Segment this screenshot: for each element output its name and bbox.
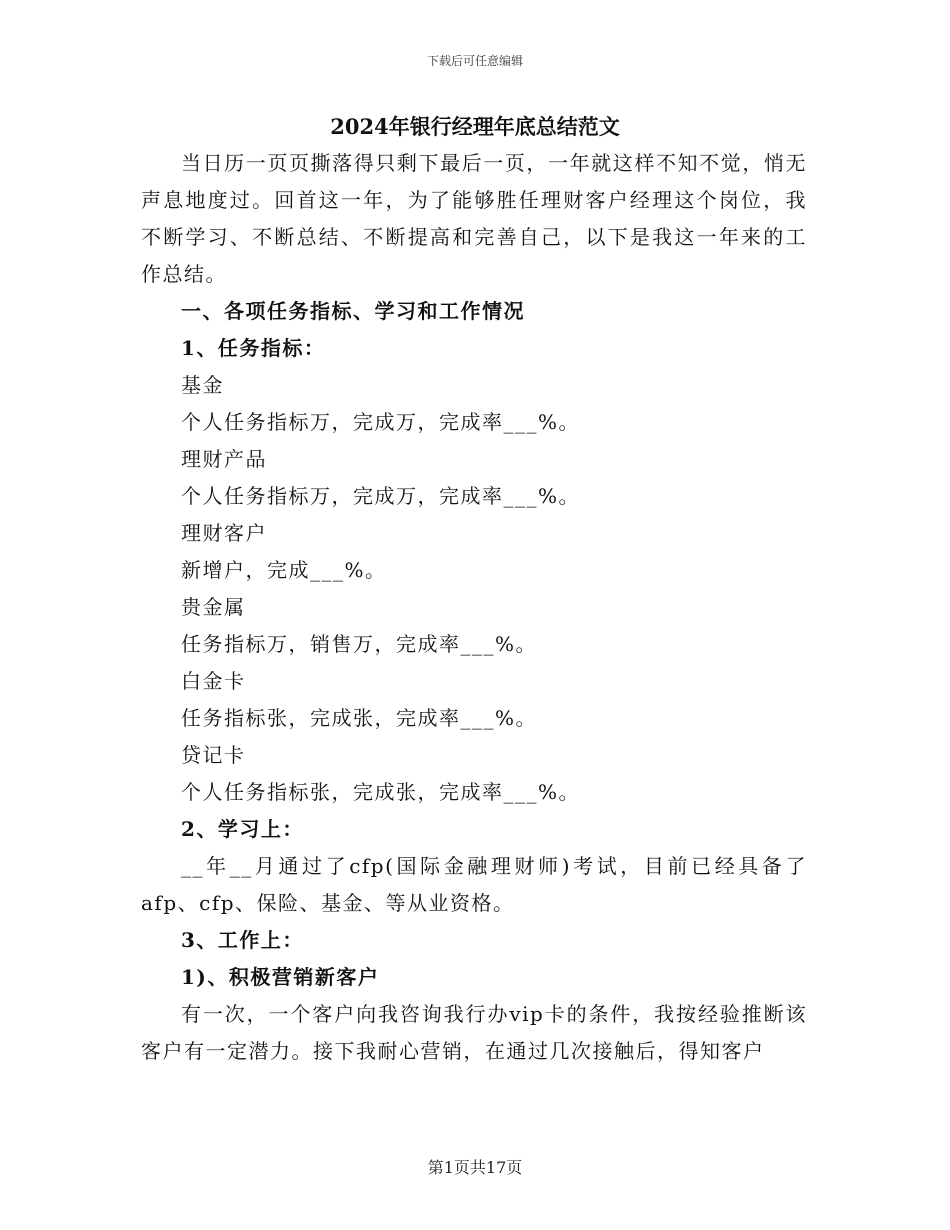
task-line-fund: 个人任务指标万，完成万，完成率___%。 bbox=[181, 410, 581, 434]
task-line-precious-metal: 任务指标万，销售万，完成率___%。 bbox=[181, 632, 538, 656]
document-title: 2024年银行经理年底总结范文 bbox=[330, 114, 620, 139]
page-header-note: 下载后可任意编辑 bbox=[426, 54, 523, 68]
subsection-heading-tasks: 1、任务指标： bbox=[181, 336, 326, 360]
sub-subsection-heading-new-clients: 1)、积极营销新客户 bbox=[181, 965, 380, 989]
task-category-wealth-product: 理财产品 bbox=[181, 447, 267, 471]
task-line-platinum-card: 任务指标张，完成张，完成率___%。 bbox=[181, 706, 538, 730]
task-category-platinum-card: 白金卡 bbox=[181, 669, 246, 693]
task-category-precious-metal: 贵金属 bbox=[181, 595, 246, 619]
task-line-credit-card: 个人任务指标张，完成张，完成率___%。 bbox=[181, 780, 581, 804]
subsection-heading-work: 3、工作上： bbox=[181, 928, 304, 952]
intro-paragraph: 当日历一页页撕落得只剩下最后一页，一年就这样不知不觉，悄无声息地度过。回首这一年，为了能够胜任理财客户经理这个岗位，我不断学习、不断总结、不断提高和完善自己，以下是我这一年来的工作总结。 bbox=[141, 151, 807, 286]
task-category-fund: 基金 bbox=[181, 373, 224, 397]
subsection-heading-study: 2、学习上： bbox=[181, 817, 304, 841]
task-category-wealth-client: 理财客户 bbox=[181, 521, 267, 545]
task-category-credit-card: 贷记卡 bbox=[181, 743, 246, 767]
section-heading: 一、各项任务指标、学习和工作情况 bbox=[181, 299, 525, 323]
study-paragraph: __年__月通过了cfp(国际金融理财师)考试，目前已经具备了afp、cfp、保险、基金、等从业资格。 bbox=[141, 854, 807, 915]
task-line-wealth-product: 个人任务指标万，完成万，完成率___%。 bbox=[181, 484, 581, 508]
work-paragraph: 有一次，一个客户向我咨询我行办vip卡的条件，我按经验推断该客户有一定潜力。接下我耐心营销，在通过几次接触后，得知客户 bbox=[141, 1002, 807, 1063]
task-line-wealth-client: 新增户，完成___%。 bbox=[181, 558, 387, 582]
page-number-footer: 第1页共17页 bbox=[427, 1158, 523, 1177]
document-body bbox=[141, 145, 807, 1070]
